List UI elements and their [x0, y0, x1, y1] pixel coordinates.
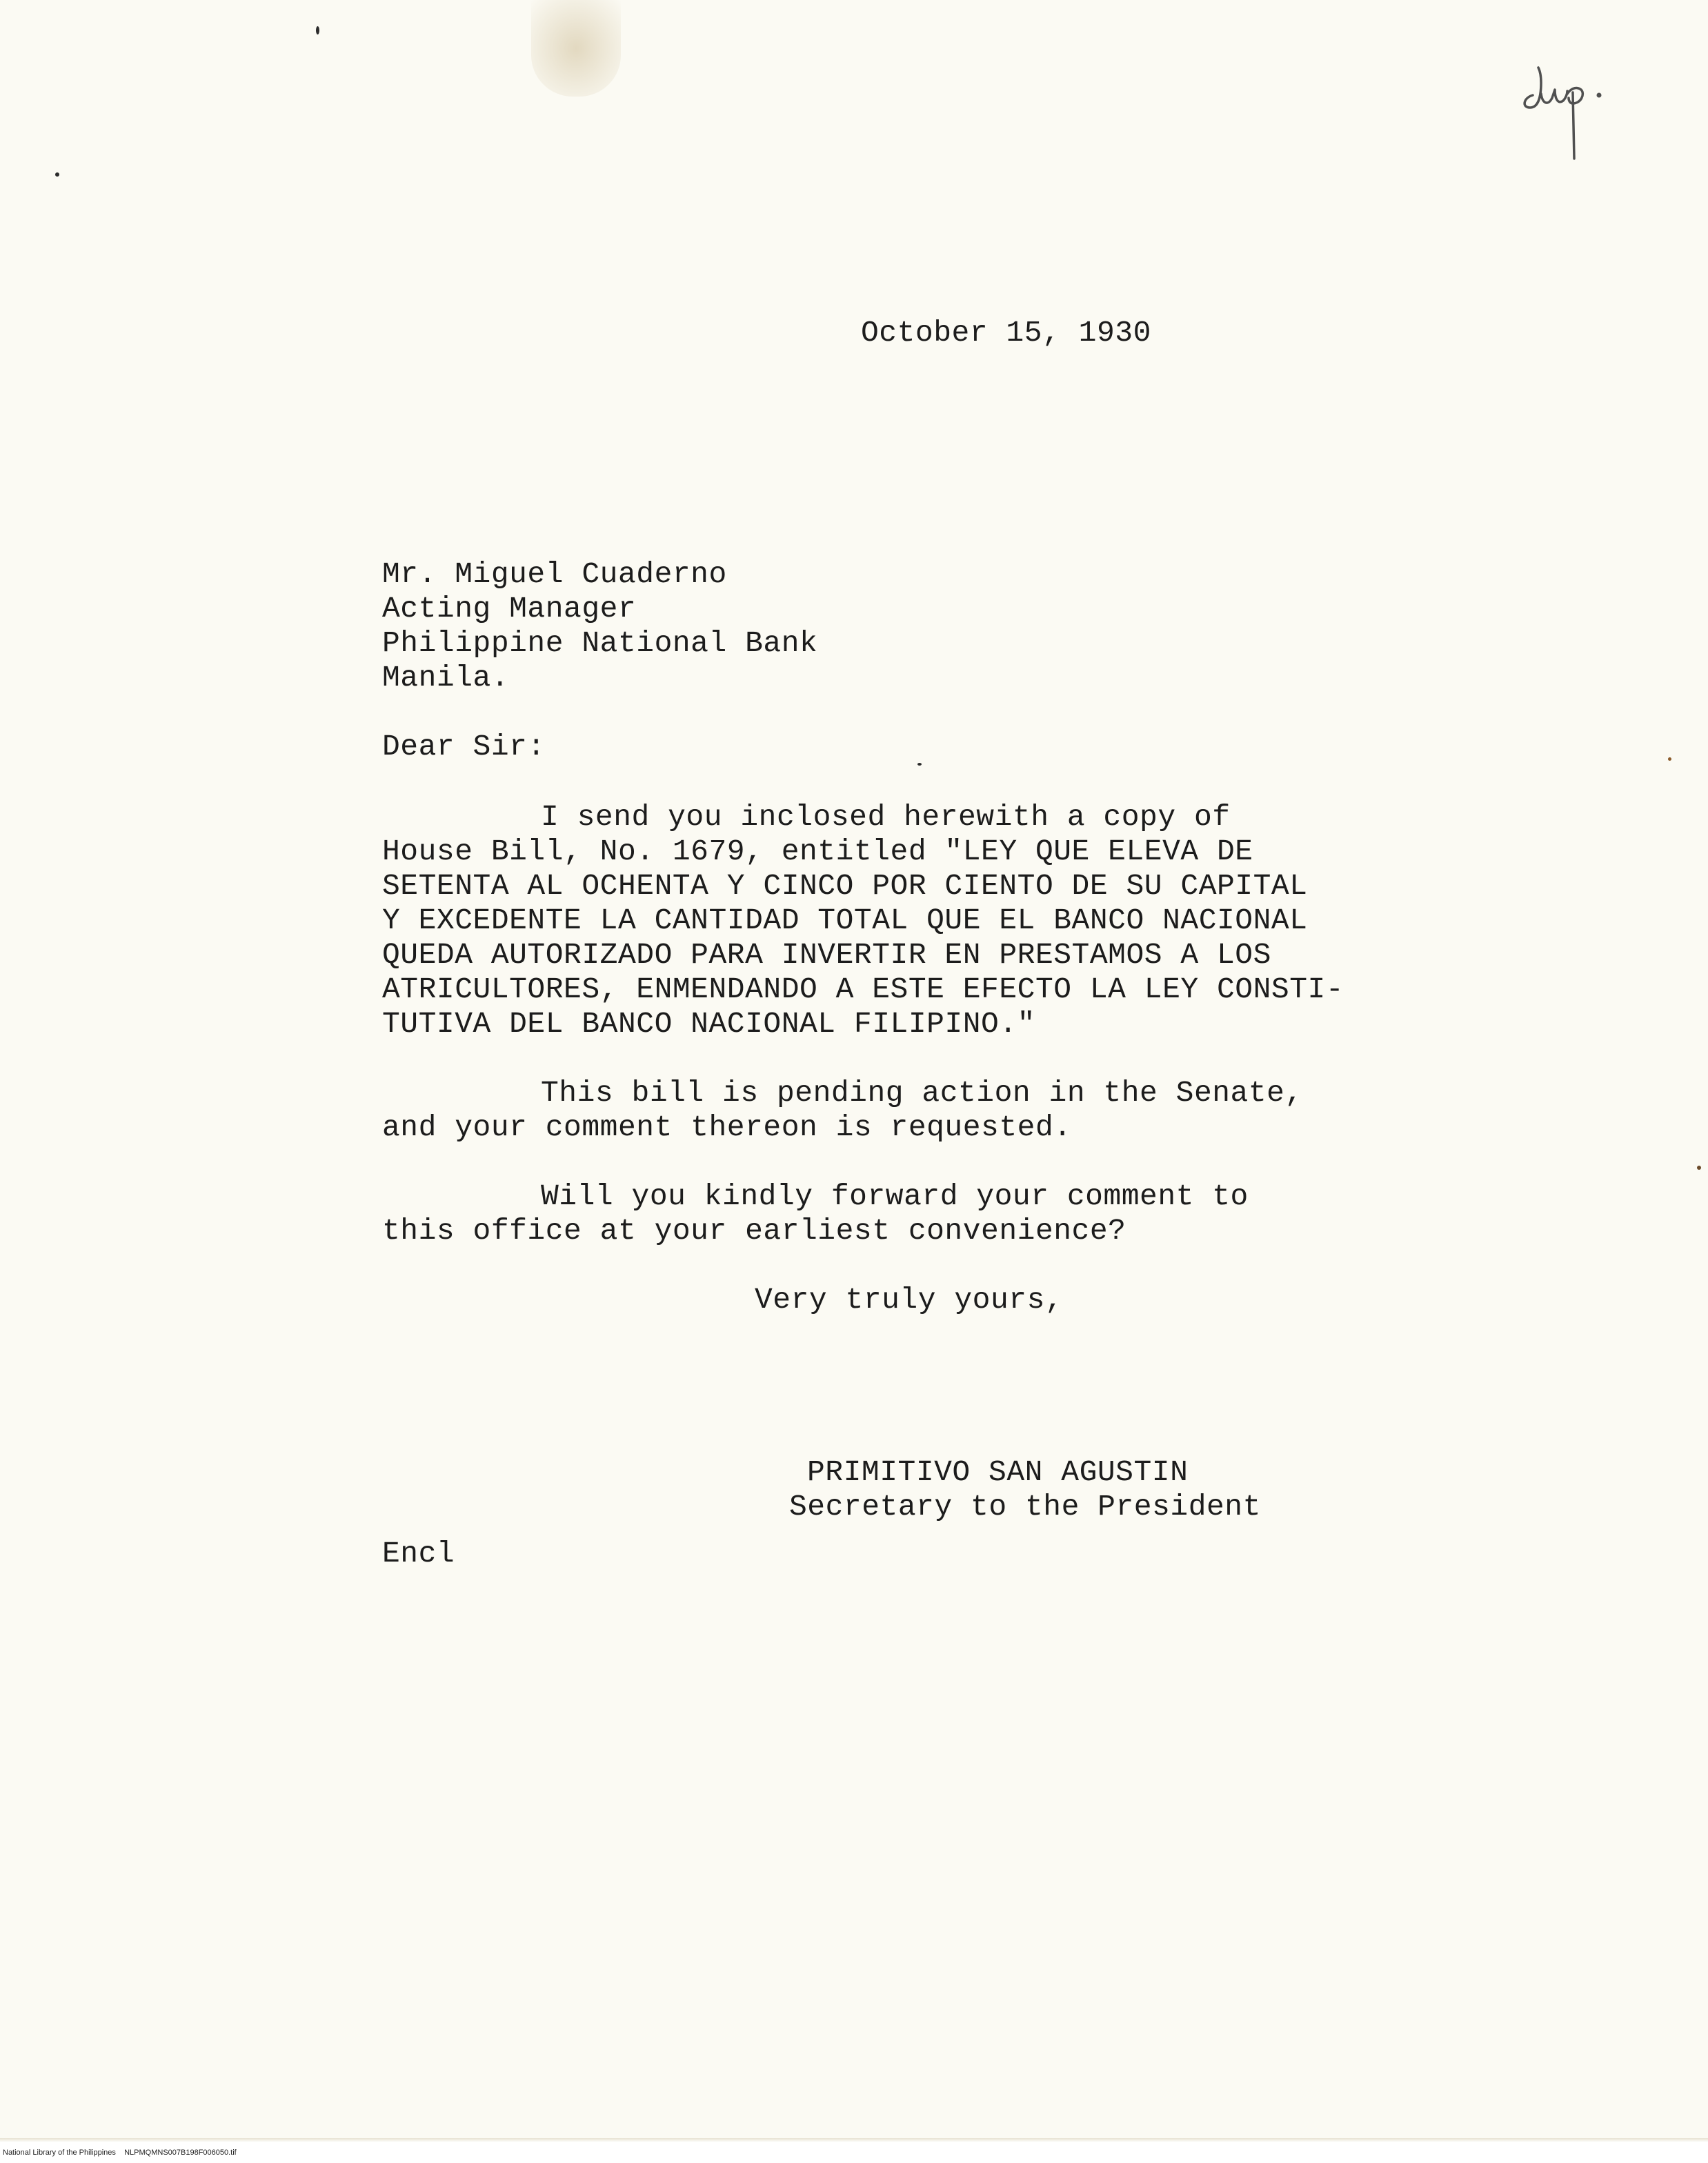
handwritten-annotation [1518, 55, 1621, 166]
paragraph-line: QUEDA AUTORIZADO PARA INVERTIR EN PRESTAMOS A LOS [382, 938, 1271, 972]
ink-speck [316, 26, 319, 34]
closing: Very truly yours, [755, 1283, 1064, 1317]
recipient-city: Manila. [382, 661, 510, 695]
paragraph-line: this office at your earliest convenience? [382, 1214, 1126, 1248]
paragraph-line: This bill is pending action in the Senate, [541, 1076, 1303, 1110]
ink-speck [1668, 757, 1671, 761]
paragraph-line: ATRICULTORES, ENMENDANDO A ESTE EFECTO LA LEY CONSTI- [382, 973, 1344, 1006]
signature-title: Secretary to the President [789, 1490, 1261, 1524]
letter-date: October 15, 1930 [861, 316, 1151, 350]
enclosure-note: Encl [382, 1537, 455, 1571]
salutation: Dear Sir: [382, 730, 546, 764]
paragraph-line: SETENTA AL OCHENTA Y CINCO POR CIENTO DE SU CAPITAL [382, 869, 1308, 903]
ink-speck [55, 172, 59, 177]
paragraph-line: Y EXCEDENTE LA CANTIDAD TOTAL QUE EL BANCO NACIONAL [382, 904, 1308, 937]
recipient-organization: Philippine National Bank [382, 626, 818, 660]
paragraph-line: House Bill, No. 1679, entitled "LEY QUE ELEVA DE [382, 835, 1253, 868]
scan-footer [0, 2138, 1708, 2163]
footer-rule [0, 2138, 1708, 2142]
ink-speck [1697, 1166, 1701, 1170]
recipient-name: Mr. Miguel Cuaderno [382, 557, 727, 591]
ink-speck [917, 763, 922, 766]
paragraph-line: I send you inclosed herewith a copy of [541, 800, 1231, 834]
signature-name: PRIMITIVO SAN AGUSTIN [807, 1455, 1189, 1489]
paragraph-line: Will you kindly forward your comment to [541, 1179, 1249, 1213]
recipient-title: Acting Manager [382, 592, 637, 626]
footer-caption: National Library of the Philippines NLPMQMNS007B198F006050.tif [3, 2149, 237, 2157]
paragraph-line: TUTIVA DEL BANCO NACIONAL FILIPINO." [382, 1007, 1035, 1041]
paragraph-line: and your comment thereon is requested. [382, 1110, 1072, 1144]
paper-stain [531, 0, 621, 97]
